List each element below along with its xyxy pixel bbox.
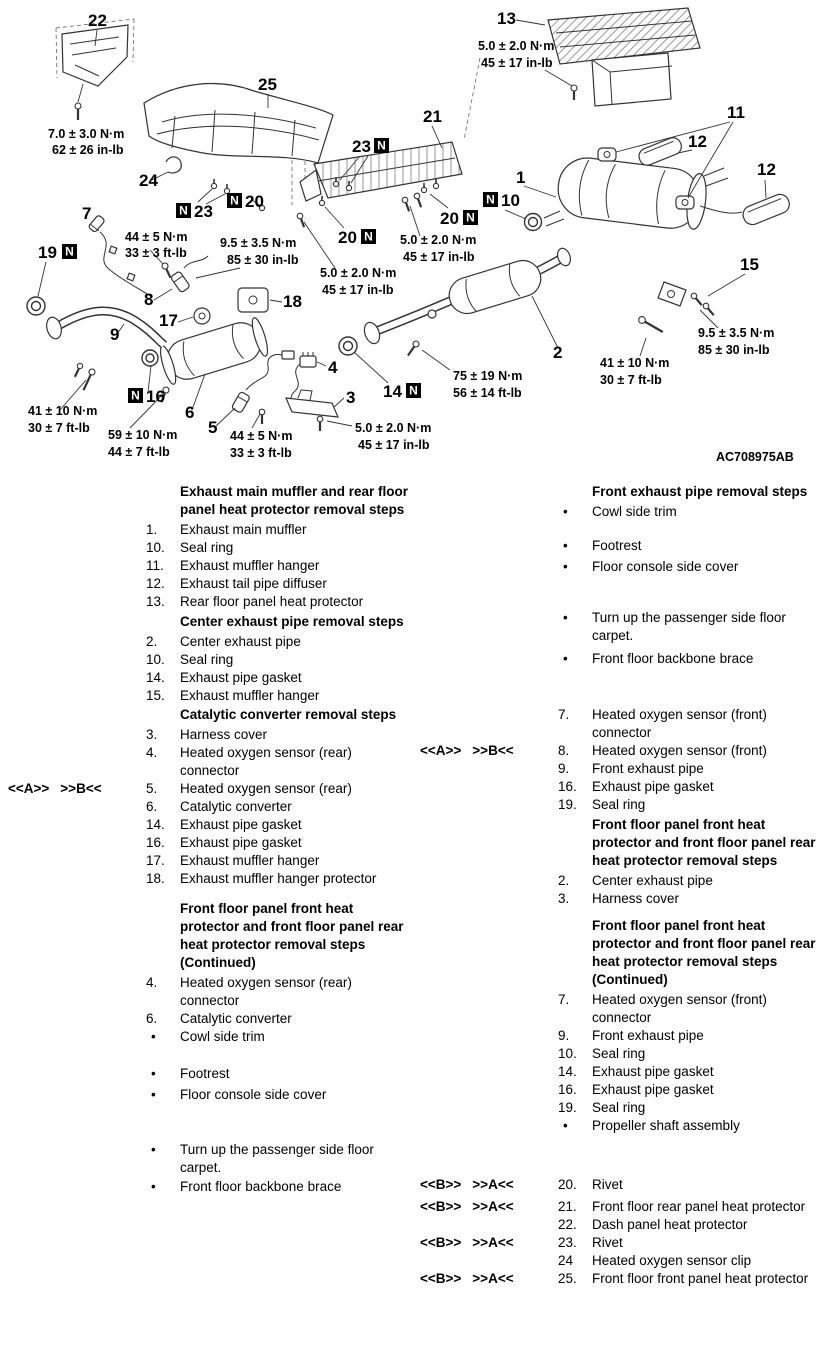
figure-code: AC708975AB [716, 450, 794, 464]
item-number: 23. [558, 1235, 577, 1250]
list-item [146, 575, 412, 593]
item-text: Cowl side trim [180, 1029, 265, 1044]
procedure-marker-ba [420, 1270, 514, 1288]
callout-4: 4 [328, 358, 338, 377]
callout-14: 14 [383, 382, 402, 401]
item-text: Seal ring [592, 797, 646, 812]
marker-token: <<B>> [420, 1235, 462, 1250]
item-text: Exhaust main muffler [180, 522, 307, 537]
item-text: Heated oxygen sensor (rear) connector [180, 975, 352, 1008]
list-item [558, 503, 826, 521]
section-header: Center exhaust pipe removal steps [180, 614, 404, 629]
list-item [558, 558, 826, 576]
item-text: Harness cover [180, 727, 268, 742]
list-item [558, 537, 826, 555]
item-bullet: • [151, 1029, 156, 1044]
item-number: 9. [558, 1028, 570, 1043]
list-item [146, 1086, 412, 1104]
item-text: Exhaust muffler hanger [180, 853, 320, 868]
list-item [146, 593, 412, 611]
callout-8: 8 [144, 290, 154, 309]
item-number: 17. [146, 853, 165, 868]
callout-21: 21 [423, 107, 442, 126]
item-number: 6. [146, 799, 158, 814]
exhaust-system-exploded-diagram [0, 0, 830, 470]
item-text: Seal ring [592, 1100, 646, 1115]
n-marker-label: N [230, 193, 239, 208]
item-text: Front exhaust pipe [592, 761, 704, 776]
item-text: Rivet [592, 1235, 623, 1250]
n-marker [361, 229, 376, 244]
torque-line: 30 ± 7 ft-lb [600, 373, 662, 387]
list-item [146, 1010, 412, 1028]
callout-12b: 12 [757, 160, 776, 179]
item-number: 21. [558, 1199, 577, 1214]
item-number: 6. [146, 1011, 158, 1026]
item-text: Floor console side cover [592, 559, 739, 574]
rear-floor-panel-heat-protector-part [548, 8, 700, 106]
list-item [558, 760, 826, 778]
seal-ring-19-part [27, 297, 45, 315]
torque-spec-41nm-right [600, 356, 669, 387]
torque-line: 75 ± 19 N·m [453, 369, 523, 383]
list-item [558, 1063, 826, 1081]
item-number: 12. [146, 576, 165, 591]
torque-spec-5nm-a [478, 39, 554, 70]
callout-9: 9 [110, 325, 120, 344]
marker-token: <<A>> [8, 781, 50, 796]
list-item [558, 991, 826, 1027]
n-marker-label: N [377, 138, 386, 153]
torque-line: 9.5 ± 3.5 N·m [220, 236, 297, 250]
section-header: Front floor panel front heat protector and front floor panel rear heat protector removal steps (Continued) [592, 918, 816, 987]
torque-line: 41 ± 10 N·m [28, 404, 98, 418]
item-text: Heated oxygen sensor clip [592, 1253, 752, 1268]
parts-list-right-column [420, 483, 826, 1288]
list-item [558, 1081, 826, 1099]
procedure-marker-ba [420, 1198, 514, 1216]
list-item [420, 1198, 826, 1216]
n-marker [483, 192, 498, 207]
item-text: Heated oxygen sensor (rear) connector [180, 745, 352, 778]
item-number: 19. [558, 797, 577, 812]
list-item [558, 778, 826, 796]
item-number: 2. [558, 873, 570, 888]
callout-1: 1 [516, 168, 526, 187]
exhaust-muffler-hanger-15-part [658, 282, 686, 306]
item-text: Front floor backbone brace [592, 651, 754, 666]
callout-20b: 20 [338, 228, 357, 247]
list-item [146, 834, 412, 852]
exhaust-pipe-gasket-16-part [142, 350, 158, 366]
item-text: Floor console side cover [180, 1087, 327, 1102]
callout-17: 17 [159, 311, 178, 330]
item-number: 24 [558, 1253, 574, 1268]
item-number: 10. [558, 1046, 577, 1061]
marker-token: <<B>> [420, 1177, 462, 1192]
n-marker [176, 203, 191, 218]
callout-11: 11 [727, 103, 745, 122]
list-item [420, 742, 826, 760]
n-marker-label: N [486, 192, 495, 207]
marker-token: <<B>> [420, 1199, 462, 1214]
item-bullet: • [563, 610, 568, 625]
item-text: Front floor backbone brace [180, 1179, 342, 1194]
n-marker [406, 383, 421, 398]
torque-spec-44nm-a [125, 230, 187, 260]
list-item [146, 816, 412, 834]
item-text: Heated oxygen sensor (front) connector [592, 992, 767, 1025]
callout-23b: 23 [194, 202, 213, 221]
item-text: Turn up the passenger side floor carpet. [180, 1142, 374, 1175]
torque-spec-75nm [453, 369, 522, 400]
heated-oxygen-sensor-front-part [170, 256, 208, 293]
item-text: Heated oxygen sensor (front) connector [592, 707, 767, 740]
torque-line: 85 ± 30 in-lb [698, 343, 770, 357]
list-item [146, 521, 412, 539]
item-number: 13. [146, 594, 165, 609]
item-bullet: • [563, 538, 568, 553]
item-text: Cowl side trim [592, 504, 677, 519]
torque-spec-59nm [108, 428, 177, 459]
torque-spec-5nm-b [400, 233, 476, 264]
item-text: Exhaust pipe gasket [180, 835, 302, 850]
callout-16: 16 [146, 387, 165, 406]
callout-25: 25 [258, 75, 277, 94]
section-header: Front floor panel front heat protector and front floor panel rear heat protector removal steps [592, 817, 816, 868]
list-item [558, 1099, 826, 1117]
list-item [558, 650, 826, 668]
item-text: Center exhaust pipe [180, 634, 301, 649]
item-text: Seal ring [592, 1046, 646, 1061]
callout-12a: 12 [688, 132, 707, 151]
item-text: Footrest [180, 1066, 230, 1081]
item-number: 20. [558, 1177, 577, 1192]
list-item [558, 706, 826, 742]
item-text: Exhaust muffler hanger [180, 558, 320, 573]
item-number: 25. [558, 1271, 577, 1286]
parts-list-left-column [8, 483, 412, 1196]
item-text: Exhaust pipe gasket [592, 1082, 714, 1097]
torque-line: 62 ± 26 in-lb [52, 143, 124, 157]
item-number: 14. [146, 670, 165, 685]
section-header: Front floor panel front heat protector and front floor panel rear heat protector removal steps (Continued) [180, 901, 404, 970]
list-item [146, 539, 412, 557]
item-text: Heated oxygen sensor (front) [592, 743, 767, 758]
n-marker [62, 244, 77, 259]
item-text: Heated oxygen sensor (rear) [180, 781, 352, 796]
n-marker-label: N [409, 383, 418, 398]
torque-line: 45 ± 17 in-lb [322, 283, 394, 297]
item-number: 8. [558, 743, 570, 758]
item-text: Propeller shaft assembly [592, 1118, 740, 1133]
exhaust-main-muffler-part [555, 155, 709, 233]
torque-line: 41 ± 10 N·m [600, 356, 670, 370]
list-item [558, 1216, 826, 1234]
dash-panel-heat-protector-part [62, 25, 128, 86]
callout-13: 13 [497, 9, 516, 28]
list-item [146, 1065, 412, 1083]
muffler-inlet-pipe [544, 211, 564, 226]
torque-line: 7.0 ± 3.0 N·m [48, 127, 125, 141]
list-item [146, 1141, 412, 1177]
procedure-marker-ba [420, 1234, 514, 1252]
list-item [146, 726, 412, 744]
item-bullet: • [151, 1087, 156, 1102]
torque-line: 44 ± 5 N·m [230, 429, 293, 443]
torque-line: 56 ± 14 ft-lb [453, 386, 522, 400]
section-header: Catalytic converter removal steps [180, 707, 397, 722]
marker-token: >>A<< [472, 1199, 514, 1214]
list-item [146, 744, 412, 780]
seal-ring-10-part [525, 214, 542, 231]
front-exhaust-pipe-part [44, 311, 164, 345]
callout-18: 18 [283, 292, 302, 311]
harness-cover-part [286, 390, 338, 417]
torque-line: 45 ± 17 in-lb [403, 250, 475, 264]
callout-20a: 20 [245, 192, 264, 211]
item-text: Center exhaust pipe [592, 873, 713, 888]
item-text: Footrest [592, 538, 642, 553]
n-marker-label: N [65, 244, 74, 259]
item-number: 7. [558, 992, 570, 1007]
list-item [558, 1117, 826, 1135]
item-number: 10. [146, 652, 165, 667]
torque-line: 5.0 ± 2.0 N·m [400, 233, 477, 247]
torque-line: 33 ± 3 ft-lb [125, 246, 187, 260]
exhaust-muffler-hanger-protector-part [238, 288, 268, 312]
callout-2: 2 [553, 343, 563, 362]
exhaust-muffler-hanger-17-part [194, 308, 210, 324]
list-item [146, 1028, 412, 1046]
item-number: 14. [146, 817, 165, 832]
list-item [146, 669, 412, 687]
callout-3: 3 [346, 388, 356, 407]
item-number: 1. [146, 522, 158, 537]
item-text: Rear floor panel heat protector [180, 594, 364, 609]
list-item [146, 651, 412, 669]
torque-line: 45 ± 17 in-lb [358, 438, 430, 452]
item-number: 15. [146, 688, 165, 703]
item-bullet: • [563, 559, 568, 574]
torque-line: 85 ± 30 in-lb [227, 253, 299, 267]
item-text: Front floor front panel heat protector [592, 1271, 809, 1286]
callout-22: 22 [88, 11, 107, 30]
torque-spec-41nm-left [28, 404, 97, 435]
list-item [558, 796, 826, 814]
callout-5: 5 [208, 418, 218, 437]
item-bullet: • [563, 504, 568, 519]
torque-line: 5.0 ± 2.0 N·m [320, 266, 397, 280]
list-item [146, 633, 412, 651]
item-number: 19. [558, 1100, 577, 1115]
item-bullet: • [151, 1179, 156, 1194]
item-number: 18. [146, 871, 165, 886]
torque-spec-9.5nm-b [698, 326, 774, 357]
list-item [146, 687, 412, 705]
torque-spec-7nm [48, 127, 124, 157]
item-bullet: • [563, 651, 568, 666]
item-text: Exhaust pipe gasket [180, 817, 302, 832]
item-number: 4. [146, 745, 158, 760]
item-text: Exhaust muffler hanger [180, 688, 320, 703]
torque-line: 45 ± 17 in-lb [481, 56, 553, 70]
item-text: Exhaust muffler hanger protector [180, 871, 377, 886]
callout-24: 24 [139, 171, 158, 190]
list-item [420, 1270, 826, 1288]
item-text: Catalytic converter [180, 1011, 292, 1026]
procedure-marker-ab [420, 742, 514, 760]
list-item [558, 1252, 826, 1270]
n-marker [128, 388, 143, 403]
marker-token: >>A<< [472, 1271, 514, 1286]
item-text: Rivet [592, 1177, 623, 1192]
item-text: Exhaust pipe gasket [180, 670, 302, 685]
item-number: 14. [558, 1064, 577, 1079]
callout-15: 15 [740, 255, 759, 274]
torque-line: 5.0 ± 2.0 N·m [478, 39, 555, 53]
procedure-marker-ba [420, 1176, 514, 1194]
section-header: Front exhaust pipe removal steps [592, 484, 808, 499]
item-number: 3. [558, 891, 570, 906]
torque-line: 33 ± 3 ft-lb [230, 446, 292, 460]
list-item [146, 798, 412, 816]
item-bullet: • [151, 1066, 156, 1081]
item-text: Turn up the passenger side floor carpet. [592, 610, 786, 643]
item-number: 3. [146, 727, 158, 742]
marker-token: >>B<< [472, 743, 514, 758]
item-number: 22. [558, 1217, 577, 1232]
item-number: 16. [558, 1082, 577, 1097]
torque-spec-5nm-c [320, 266, 396, 297]
item-text: Seal ring [180, 652, 234, 667]
list-item [558, 1027, 826, 1045]
marker-token: >>B<< [60, 781, 102, 796]
item-number: 16. [146, 835, 165, 850]
list-item [146, 1178, 412, 1196]
torque-spec-5nm-d [355, 421, 431, 452]
torque-line: 59 ± 10 N·m [108, 428, 178, 442]
list-item [558, 1045, 826, 1063]
callout-10: 10 [501, 191, 520, 210]
torque-line: 30 ± 7 ft-lb [28, 421, 90, 435]
n-marker [463, 210, 478, 225]
callout-19: 19 [38, 243, 57, 262]
torque-line: 5.0 ± 2.0 N·m [355, 421, 432, 435]
oxygen-sensor-clip-part [166, 157, 181, 173]
list-item [420, 1234, 826, 1252]
item-number: 4. [146, 975, 158, 990]
callout-23a: 23 [352, 137, 371, 156]
list-item [558, 872, 826, 890]
torque-spec-9.5nm-a [220, 236, 299, 267]
item-number: 10. [146, 540, 165, 555]
list-item [558, 890, 826, 908]
item-text: Exhaust pipe gasket [592, 1064, 714, 1079]
item-text: Exhaust pipe gasket [592, 779, 714, 794]
item-text: Harness cover [592, 891, 680, 906]
callout-7: 7 [82, 204, 92, 223]
marker-token: >>A<< [472, 1177, 514, 1192]
front-floor-front-panel-heat-protector-part [144, 84, 333, 163]
n-marker-label: N [179, 203, 188, 218]
n-marker-label: N [131, 388, 140, 403]
marker-token: >>A<< [472, 1235, 514, 1250]
item-text: Front exhaust pipe [592, 1028, 704, 1043]
marker-token: <<A>> [420, 743, 462, 758]
item-number: 9. [558, 761, 570, 776]
n-marker-label: N [466, 210, 475, 225]
list-item [8, 780, 412, 798]
torque-line: 44 ± 5 N·m [125, 230, 188, 244]
item-number: 11. [146, 558, 164, 573]
list-item [146, 870, 412, 888]
n-marker [374, 138, 389, 153]
item-number: 16. [558, 779, 577, 794]
torque-line: 44 ± 7 ft-lb [108, 445, 170, 459]
torque-line: 9.5 ± 3.5 N·m [698, 326, 775, 340]
item-bullet: • [563, 1118, 568, 1133]
n-marker-label: N [364, 229, 373, 244]
marker-token: <<B>> [420, 1271, 462, 1286]
callout-6: 6 [185, 403, 195, 422]
item-text: Front floor rear panel heat protector [592, 1199, 806, 1214]
list-item [146, 852, 412, 870]
item-bullet: • [151, 1142, 156, 1157]
item-number: 7. [558, 707, 570, 722]
torque-spec-44nm-b [230, 429, 292, 460]
n-marker [227, 193, 242, 208]
section-header: Exhaust main muffler and rear floor panel heat protector removal steps [180, 484, 409, 517]
callout-20c: 20 [440, 209, 459, 228]
list-item [558, 609, 826, 645]
item-text: Dash panel heat protector [592, 1217, 748, 1232]
list-item [146, 974, 412, 1010]
item-text: Exhaust tail pipe diffuser [180, 576, 327, 591]
item-number: 5. [146, 781, 158, 796]
item-number: 2. [146, 634, 158, 649]
item-text: Catalytic converter [180, 799, 292, 814]
list-item [420, 1176, 826, 1194]
list-item [146, 557, 412, 575]
item-text: Seal ring [180, 540, 234, 555]
procedure-marker-ab [8, 780, 102, 798]
